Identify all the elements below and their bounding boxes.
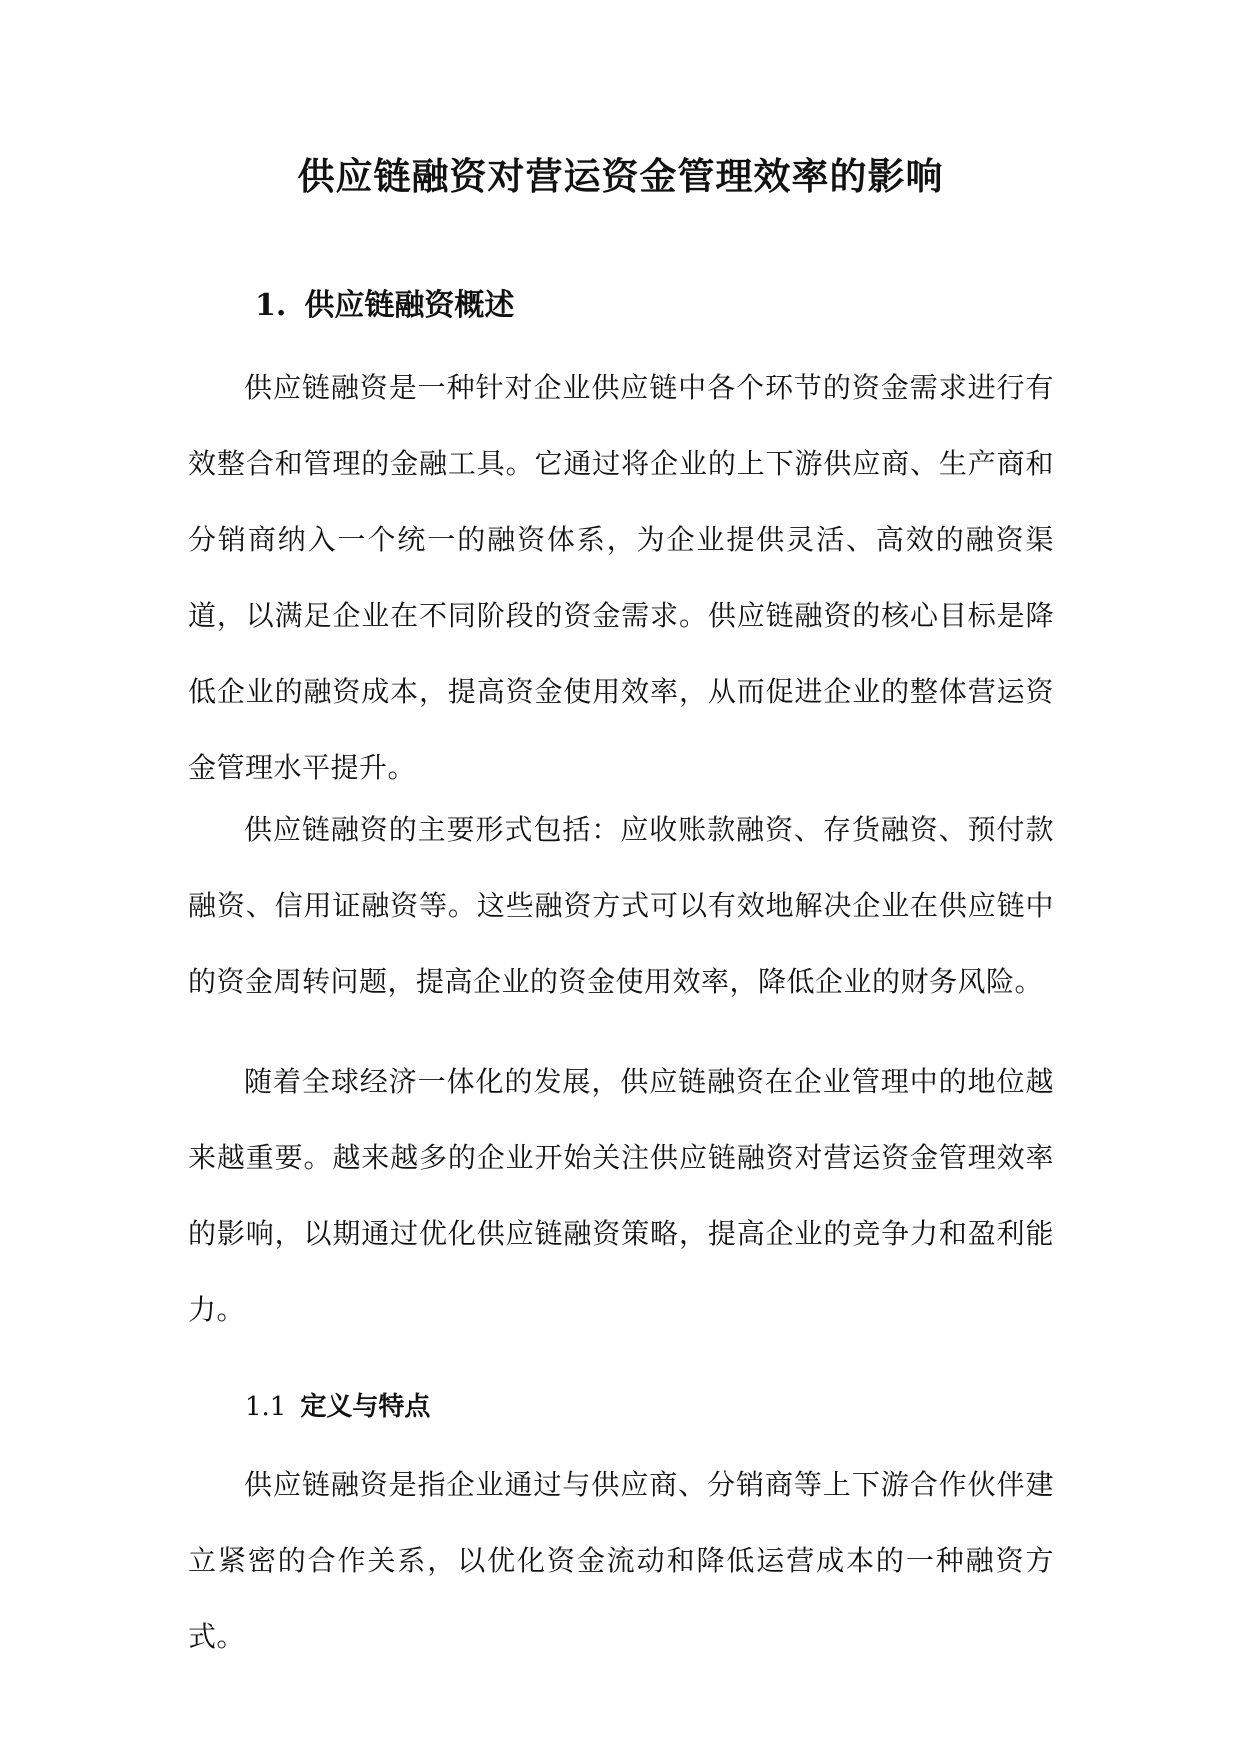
section-number: 1. bbox=[255, 288, 287, 323]
subsection-title: 定义与特点 bbox=[300, 1392, 431, 1422]
subsection-number: 1.1 bbox=[245, 1392, 287, 1422]
paragraph: 供应链融资的主要形式包括：应收账款融资、存货融资、预付款融资、信用证融资等。这些融资方式可以有效地解决企业在供应链中的资金周转问题，提高企业的资金使用效率，降低企业的财务风险。 bbox=[188, 813, 1054, 998]
paragraph: 随着全球经济一体化的发展，供应链融资在企业管理中的地位越来越重要。越来越多的企业开始关注供应链融资对营运资金管理效率的影响，以期通过优化供应链融资策略，提高企业的竞争力和盈利能力。 bbox=[188, 1065, 1054, 1326]
document-title: 供应链融资对营运资金管理效率的影响 bbox=[297, 154, 944, 198]
section-title: 供应链融资概述 bbox=[304, 288, 515, 323]
section-heading-1 bbox=[255, 284, 514, 328]
subsection-heading-1-1 bbox=[245, 1387, 430, 1427]
paragraph-block bbox=[188, 1447, 1054, 1675]
paragraph-block bbox=[188, 792, 1054, 1020]
paragraph: 供应链融资是一种针对企业供应链中各个环节的资金需求进行有效整合和管理的金融工具。它通过将企业的上下游供应商、生产商和分销商纳入一个统一的融资体系，为企业提供灵活、高效的融资渠道，以满足企业在不同阶段的资金需求。供应链融资的核心目标是降低企业的融资成本，提高资金使用效率，从而促进企业的整体营运资金管理水平提升。 bbox=[188, 371, 1054, 784]
paragraph-block bbox=[188, 350, 1054, 806]
paragraph: 供应链融资是指企业通过与供应商、分销商等上下游合作伙伴建立紧密的合作关系，以优化资金流动和降低运营成本的一种融资方式。 bbox=[188, 1468, 1054, 1653]
paragraph-block bbox=[188, 1044, 1054, 1348]
